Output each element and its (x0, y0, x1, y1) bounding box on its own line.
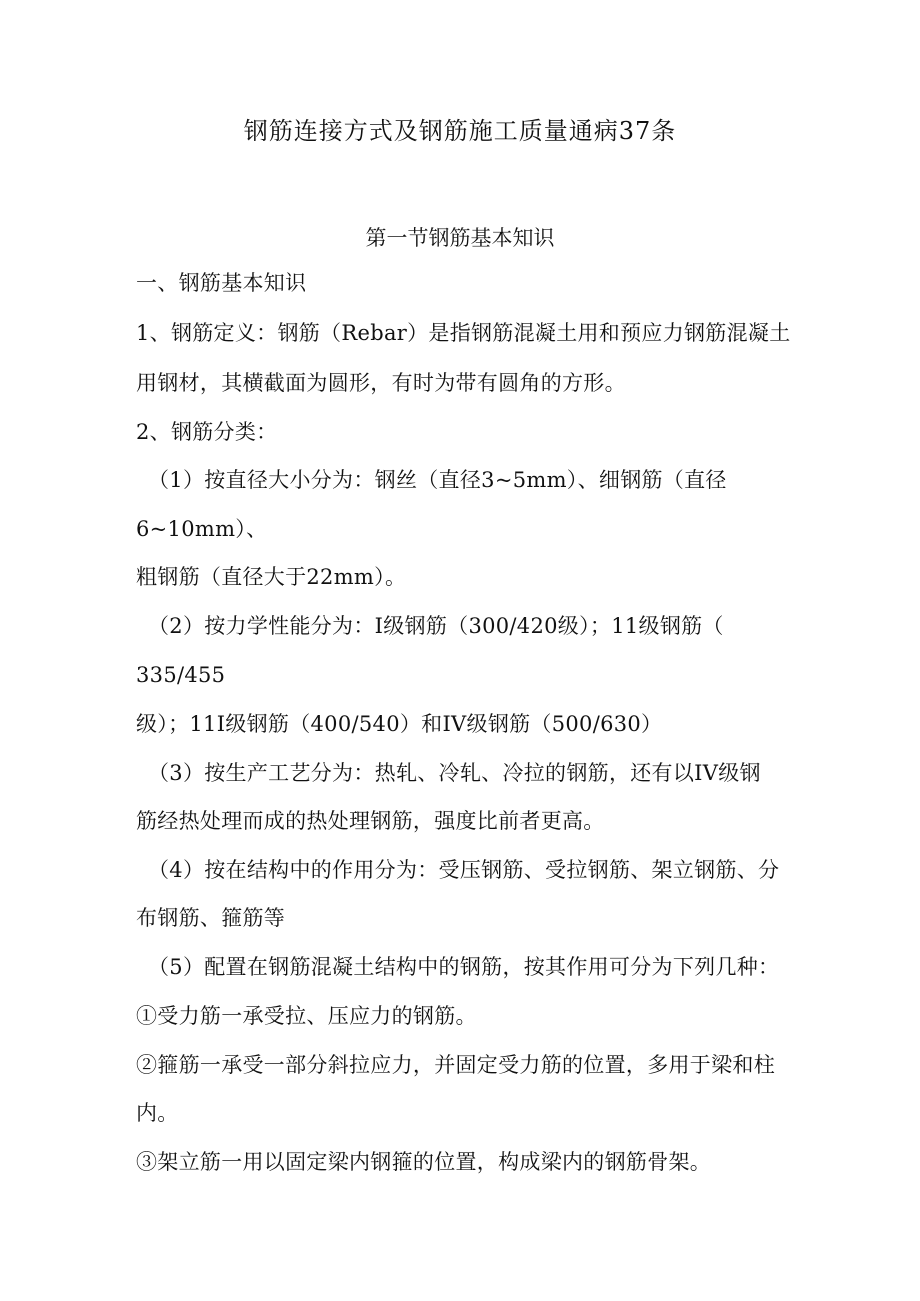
paragraph-line: （5）配置在钢筋混凝土结构中的钢筋，按其作用可分为下列几种： (148, 955, 780, 979)
paragraph-line: 1、钢筋定义：钢筋（Rebar）是指钢筋混凝土用和预应力钢筋混凝土 (136, 321, 791, 345)
paragraph-line: 布钢筋、箍筋等 (136, 906, 286, 930)
paragraph-line: 粗钢筋（直径大于22mm）。 (136, 565, 407, 589)
paragraph-line: 内。 (136, 1101, 179, 1125)
paragraph-line: 6~10mm）、 (136, 517, 268, 541)
paragraph-line: 级）；11I级钢筋（400/540）和IV级钢筋（500/630） (136, 712, 663, 736)
document-title: 钢筋连接方式及钢筋施工质量通病37条 (243, 117, 677, 145)
heading-classification: 2、钢筋分类： (136, 420, 278, 444)
paragraph-line: （1）按直径大小分为：钢丝（直径3~5mm）、细钢筋（直径 (148, 468, 727, 492)
list-item: ①受力筋一承受拉、压应力的钢筋。 (136, 1004, 477, 1028)
paragraph-line: （3）按生产工艺分为：热轧、冷轧、冷拉的钢筋，还有以IV级钢 (148, 761, 761, 785)
heading-basic-knowledge: 一、钢筋基本知识 (136, 271, 307, 295)
paragraph-line: （2）按力学性能分为：I级钢筋（300/420级）；11级钢筋（ (148, 614, 724, 638)
paragraph-line: 筋经热处理而成的热处理钢筋，强度比前者更高。 (136, 809, 605, 833)
paragraph-line: （4）按在结构中的作用分为：受压钢筋、受拉钢筋、架立钢筋、分 (148, 858, 780, 882)
paragraph-line: 335/455 (136, 663, 226, 687)
list-item: ②箍筋一承受一部分斜拉应力，并固定受力筋的位置，多用于梁和柱 (136, 1053, 775, 1077)
section-title: 第一节钢筋基本知识 (365, 226, 555, 250)
list-item: ③架立筋一用以固定梁内钢箍的位置，构成梁内的钢筋骨架。 (136, 1150, 712, 1174)
paragraph-line: 用钢材，其横截面为圆形，有时为带有圆角的方形。 (136, 371, 626, 395)
